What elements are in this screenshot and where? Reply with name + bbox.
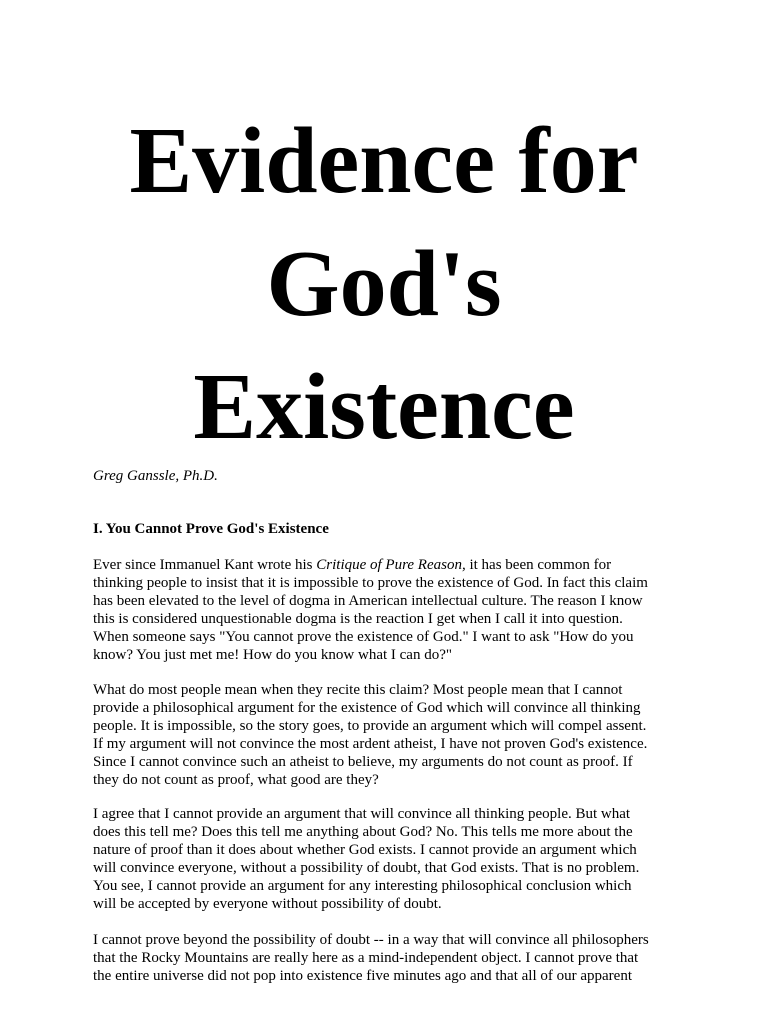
text-line: that the Rocky Mountains are really here as a mind-independent object. I cannot prove that [93,950,639,966]
paragraph [93,931,693,985]
text-line: provide a philosophical argument for the existence of God which will convince all thinking [93,700,641,716]
text-line: know? You just met me! How do you know what I can do?" [93,647,452,663]
book-title: Critique of Pure Reason, [316,557,466,573]
text-line: When someone says "You cannot prove the existence of God." I want to ask "How do you [93,629,634,645]
text-line: I cannot prove beyond the possibility of doubt -- in a way that will convince all philosophers [93,932,649,948]
text-line: If my argument will not convince the most ardent atheist, I have not proven God's existence. [93,736,648,752]
title-line: Evidence for [129,109,639,213]
paragraph [93,805,693,913]
text-line: this is considered unquestionable dogma is the reaction I get when I call it into question. [93,611,623,627]
title-line: God's [266,232,502,336]
paragraph [93,681,693,789]
title-line: Existence [193,355,575,459]
text-line: nature of proof than it does about whether God exists. I cannot provide an argument which [93,842,637,858]
text-line: Since I cannot convince such an atheist to believe, my arguments do not count as proof. If [93,754,633,770]
text-line: people. It is impossible, so the story goes, to provide an argument which will compel assent. [93,718,647,734]
text-line: What do most people mean when they recite this claim? Most people mean that I cannot [93,682,623,698]
section-heading: I. You Cannot Prove God's Existence [93,521,329,537]
text-line: thinking people to insist that it is impossible to prove the existence of God. In fact this claim [93,575,648,591]
text-line: they do not count as proof, what good are they? [93,772,379,788]
text-line: the entire universe did not pop into existence five minutes ago and that all of our apparent [93,968,633,984]
text-line: I agree that I cannot provide an argument that will convince all thinking people. But what [93,806,631,822]
paragraph [93,556,693,664]
text-line: Ever since Immanuel Kant wrote his Critique of Pure Reason, it has been common for [93,557,612,573]
text-line: does this tell me? Does this tell me anything about God? No. This tells me more about the [93,824,633,840]
document-title [0,100,768,469]
text-line: will convince everyone, without a possibility of doubt, that God exists. That is no problem. [93,860,640,876]
text-line: has been elevated to the level of dogma in American intellectual culture. The reason I know [93,593,643,609]
text-line: You see, I cannot provide an argument for any interesting philosophical conclusion which [93,878,632,894]
author-name: Greg Ganssle, Ph.D. [93,468,218,484]
text-line: will be accepted by everyone without possibility of doubt. [93,896,442,912]
